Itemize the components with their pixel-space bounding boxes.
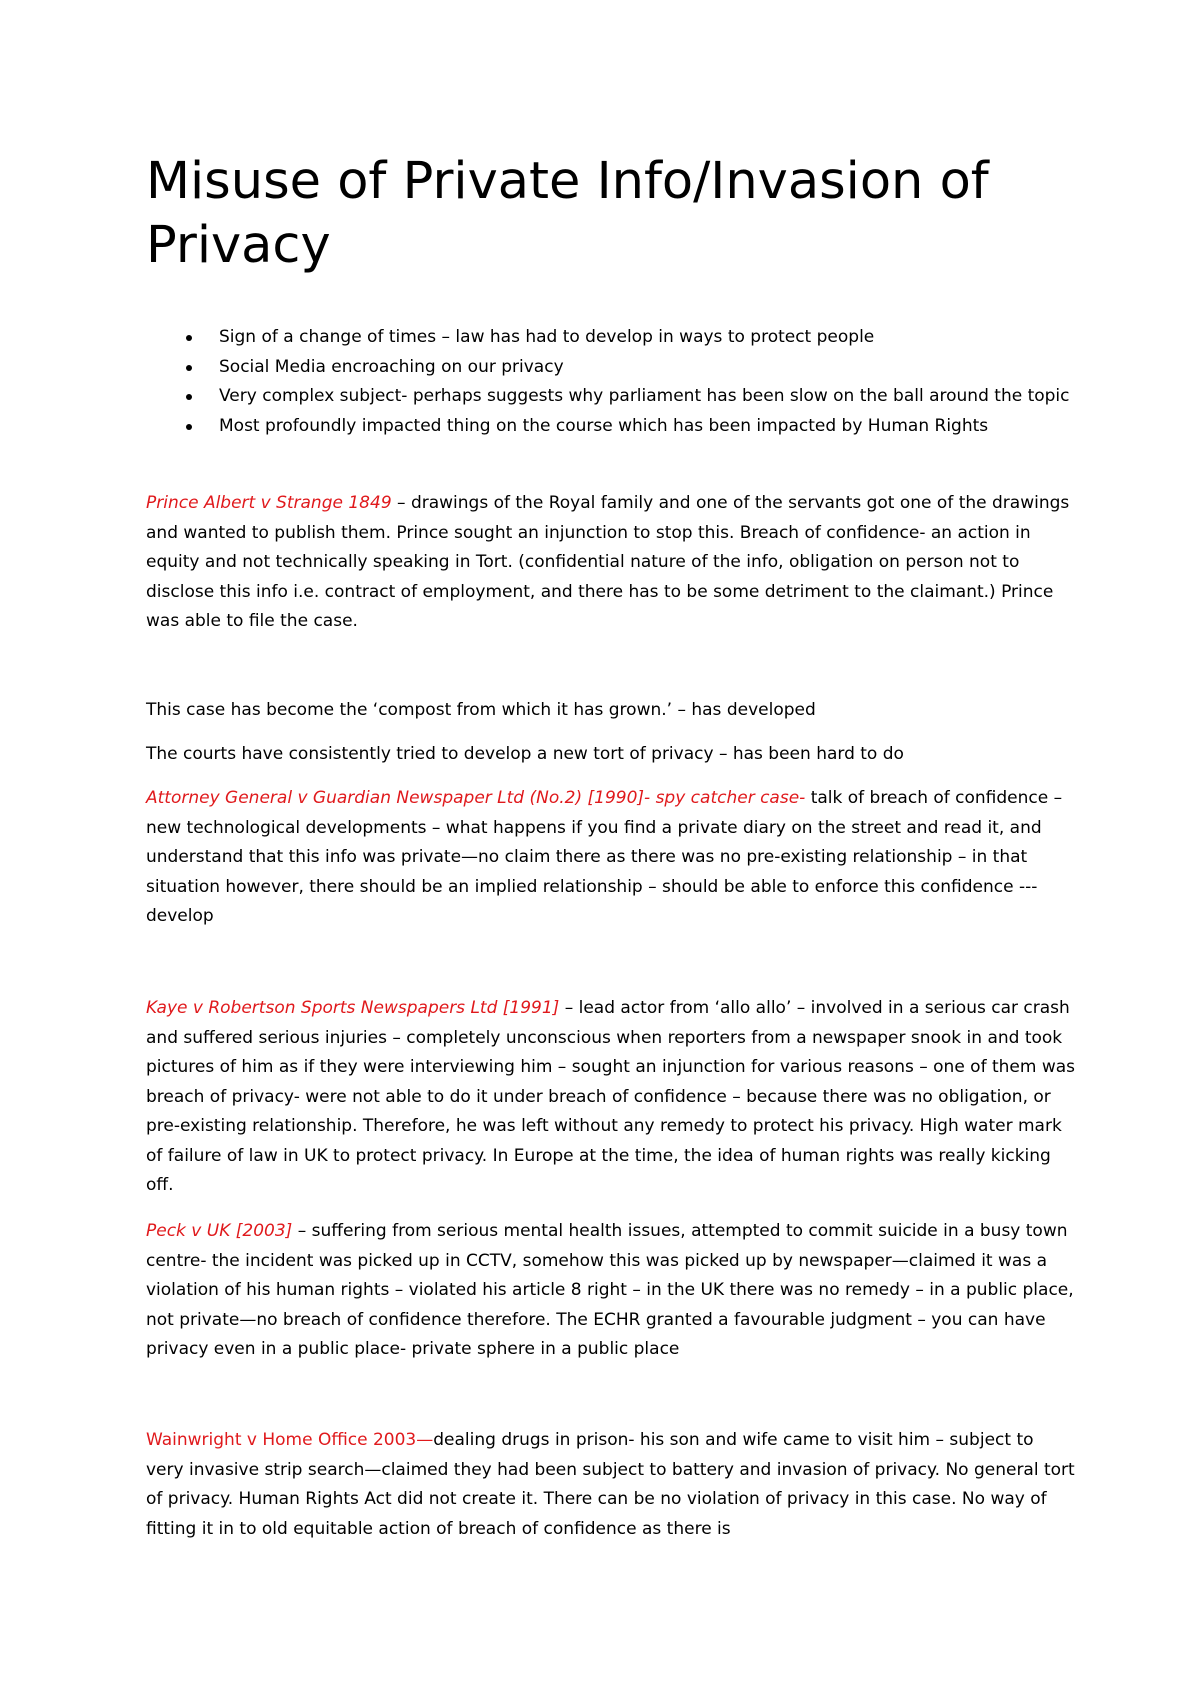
paragraph-compost xyxy=(146,696,1076,726)
paragraph-wainwright xyxy=(146,1426,1076,1544)
paragraph-text: This case has become the ‘compost from which it has grown.’ – has developed xyxy=(146,700,816,720)
paragraph-kaye-v-robertson xyxy=(146,994,1076,1201)
case-name: Peck v UK [2003] xyxy=(146,1221,293,1241)
case-name: Prince Albert v Strange 1849 xyxy=(146,493,392,513)
paragraph-courts xyxy=(146,740,1076,770)
case-name: Attorney General v Guardian Newspaper Ltd (No.2) [1990]- spy catcher case- xyxy=(146,788,806,808)
list-item: Most profoundly impacted thing on the course which has been impacted by Human Rights xyxy=(146,412,1086,442)
list-item: Social Media encroaching on our privacy xyxy=(146,353,1086,383)
paragraph-attorney-general xyxy=(146,784,1076,932)
paragraph-text: – lead actor from ‘allo allo’ – involved in a serious car crash and suffered serious injuries – completely unconscious when reporters from a newspaper snook in and took pictures of him as if they were interviewing him – sought an injunction for various reasons – one of them was breach of privacy- were not able to do it under breach of confidence – because there was no obligation, or pre-existing relationship. Therefore, he was left without any remedy to protect his privacy. High water mark of failure of law in UK to protect privacy. In Europe at the time, the idea of human rights was really kicking off. xyxy=(146,998,1076,1195)
list-item: Very complex subject- perhaps suggests why parliament has been slow on the ball around the topic xyxy=(146,382,1086,412)
case-name: Kaye v Robertson Sports Newspapers Ltd [1991] xyxy=(146,998,560,1018)
page-title: Misuse of Private Info/Invasion of Privacy xyxy=(146,152,989,275)
paragraph-peck-v-uk xyxy=(146,1217,1076,1365)
list-item: Sign of a change of times – law has had to develop in ways to protect people xyxy=(146,323,1086,353)
paragraph-text: The courts have consistently tried to develop a new tort of privacy – has been hard to do xyxy=(146,744,904,764)
paragraph-text: – suffering from serious mental health issues, attempted to commit suicide in a busy town centre- the incident was picked up in CCTV, somehow this was picked up by newspaper—claimed it was a violation of his human rights – violated his article 8 right – in the UK there was no remedy – in a public place, not private—no breach of confidence therefore. The ECHR granted a favourable judgment – you can have privacy even in a public place- private sphere in a public place xyxy=(146,1221,1074,1359)
paragraph-text: dealing drugs in prison- his son and wife came to visit him – subject to very invasive strip search—claimed they had been subject to battery and invasion of privacy. No general tort of privacy. Human Rights Act did not create it. There can be no violation of privacy in this case. No way of fitting it in to old equitable action of breach of confidence as there is xyxy=(146,1430,1075,1539)
bullet-list xyxy=(146,323,1086,441)
paragraph-text: talk of breach of confidence – new technological developments – what happens if you find a private diary on the street and read it, and understand that this info was private—no claim there as there was no pre-existing relationship – in that situation however, there should be an implied relationship – should be able to enforce this confidence --- develop xyxy=(146,788,1063,926)
case-name: Wainwright v Home Office 2003— xyxy=(146,1430,434,1450)
paragraph-text: – drawings of the Royal family and one of the servants got one of the drawings and wanted to publish them. Prince sought an injunction to stop this. Breach of confidence- an action in equity and not technically speaking in Tort. (confidential nature of the info, obligation on person not to disclose this info i.e. contract of employment, and there has to be some detriment to the claimant.) Prince was able to file the case. xyxy=(146,493,1070,631)
paragraph-prince-albert xyxy=(146,489,1076,637)
